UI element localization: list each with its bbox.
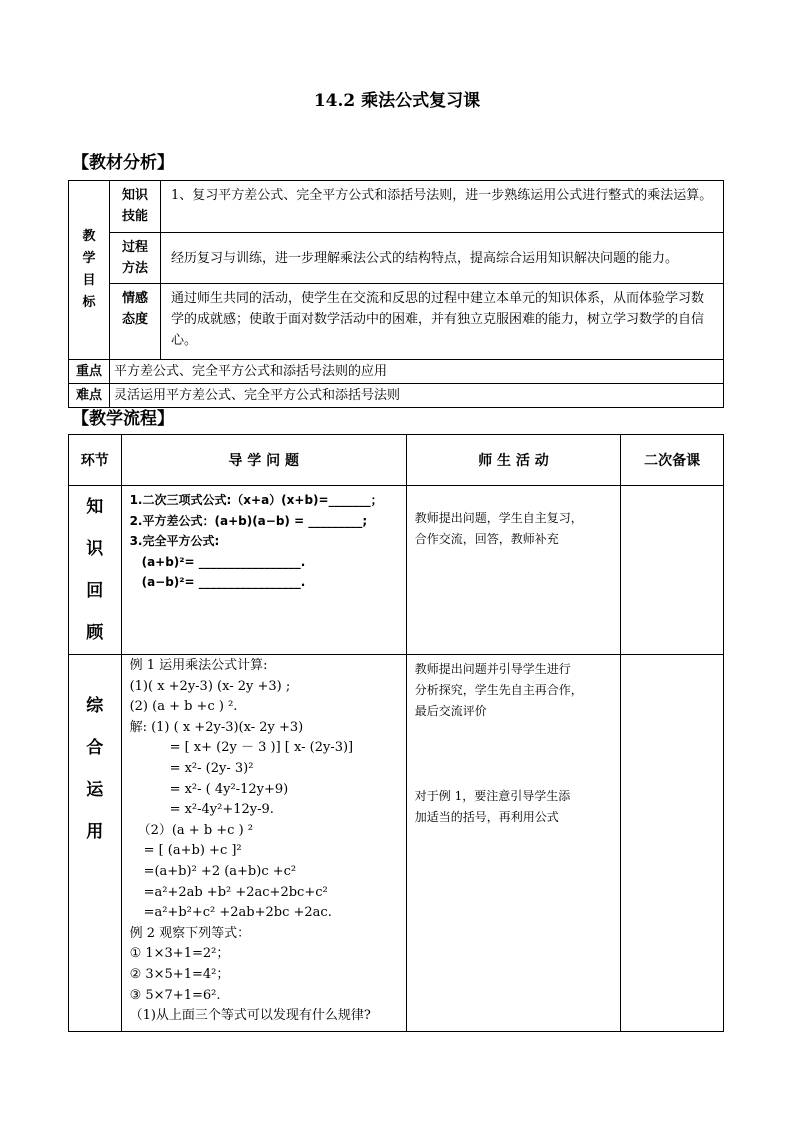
sub-label-line: 态度 [121,312,148,327]
stage-char: 运 [86,780,104,800]
activity-line: 教师提出问题，学生自主复习， [414,511,583,525]
apply-questions [121,655,406,1032]
example-line: 例 1 运用乘法公式计算: [129,658,268,673]
stage-apply [69,655,122,1032]
analysis-table [68,180,724,408]
sub-label-line: 情感 [121,291,148,306]
review-questions [121,486,406,655]
example-line: =a²+b²+c² +2ab+2bc +2ac. [143,905,332,921]
header-stage: 环节 [69,435,122,486]
example-line: （1)从上面三个等式可以发现有什么规律? [129,1008,371,1024]
stage-char: 顾 [86,623,104,643]
sub-label-line: 知识 [121,188,148,203]
activity-line: 分析探究，学生先自主再合作， [414,683,583,697]
example-line: = [ (a+b) +c ]² [143,843,242,859]
stage-char: 综 [86,696,104,716]
goal-text-emotion: 通过师生共同的活动，使学生在交流和反思的过程中建立本单元的知识体系，从而体验学习数学的成就感；使敢于面对数学活动中的困难，并有独立克服困难的能力，树立学习数学的自信心。 [161,284,724,360]
sub-label-line: 过程 [121,240,148,255]
example-line: (1)( x +2y-3) (x- 2y +3) ; [129,678,291,694]
goal-label-char: 教 [82,229,96,244]
activity-line: 最后交流评价 [414,704,487,718]
activity-line: 合作交流，回答，教师补充 [414,532,559,546]
sub-label-line: 方法 [121,261,148,276]
question-line: 2.平方差公式：(a+b)(a−b) = _________; [129,513,368,528]
example-line: =a²+2ab +b² +2ac+2bc+c² [143,884,328,900]
question-line: 1.二次三项式公式:（x+a）(x+b)=_______； [129,493,383,507]
question-line: (a−b)²= _________________. [141,575,306,590]
question-line: 3.完全平方公式: [129,534,220,549]
example-line: 解: (1) ( x +2y-3)(x- 2y +3) [129,719,304,735]
apply-prep [621,655,724,1032]
sub-label-line: 技能 [121,209,148,224]
apply-activity [406,655,621,1032]
goal-text-process: 经历复习与训练，进一步理解乘法公式的结构特点，提高综合运用知识解决问题的能力。 [161,233,724,284]
key-point-label: 重点 [69,360,110,384]
example-line: ③ 5×7+1=6². [129,987,221,1003]
header-prep: 二次备课 [621,435,724,486]
stage-char: 回 [86,581,104,601]
page-title: 14.2 乘法公式复习课 [313,91,481,111]
example-line: 例 2 观察下列等式： [129,925,251,941]
example-line: （2）(a + b +c ) ² [137,822,254,838]
activity-line: 对于例 1，要注意引导学生添 [414,789,571,803]
header-activity: 师 生 活 动 [406,435,621,486]
stage-char: 合 [86,738,104,758]
example-line: ② 3×5+1=4²； [129,966,230,982]
activity-spacer [415,722,613,786]
example-line: ① 1×3+1=2²； [129,946,230,962]
example-line: = [ x+ (2y － 3 )] [ x- (2y-3)] [169,740,354,756]
activity-line: 教师提出问题并引导学生进行 [414,662,571,676]
header-guide: 导 学 问 题 [121,435,406,486]
example-line: = x²-4y²+12y-9. [169,802,274,818]
stage-char: 识 [86,539,104,559]
goal-text-knowledge: 1、复习平方差公式、完全平方公式和添括号法则，进一步熟练运用公式进行整式的乘法运算。 [161,181,724,233]
key-point-text: 平方差公式、完全平方公式和添括号法则的应用 [110,360,724,384]
example-line: (2) (a + b +c ) ². [129,699,238,715]
stage-review [69,486,122,655]
review-activity [406,486,621,655]
flow-table [68,434,724,1032]
goal-sub-label [110,181,161,233]
activity-line: 加适当的括号，再利用公式 [414,810,559,824]
example-line: = x²- (2y- 3)² [169,760,254,776]
question-line: (a+b)²= _________________. [141,554,306,569]
review-prep [621,486,724,655]
section-heading-flow: 【教学流程】 [72,409,174,429]
difficult-point-label: 难点 [69,384,110,408]
goal-sub-label [110,233,161,284]
goal-label-char: 标 [82,295,96,310]
stage-char: 用 [86,822,104,842]
goal-header-cell [69,181,110,360]
goal-label-char: 目 [82,273,96,288]
example-line: = x²- ( 4y²-12y+9) [169,781,289,797]
section-heading-analysis: 【教材分析】 [72,153,174,173]
stage-char: 知 [86,497,104,517]
difficult-point-text: 灵活运用平方差公式、完全平方公式和添括号法则 [110,384,724,408]
goal-label-char: 学 [82,251,96,266]
goal-sub-label [110,284,161,360]
example-line: =(a+b)² +2 (a+b)c +c² [143,863,297,879]
